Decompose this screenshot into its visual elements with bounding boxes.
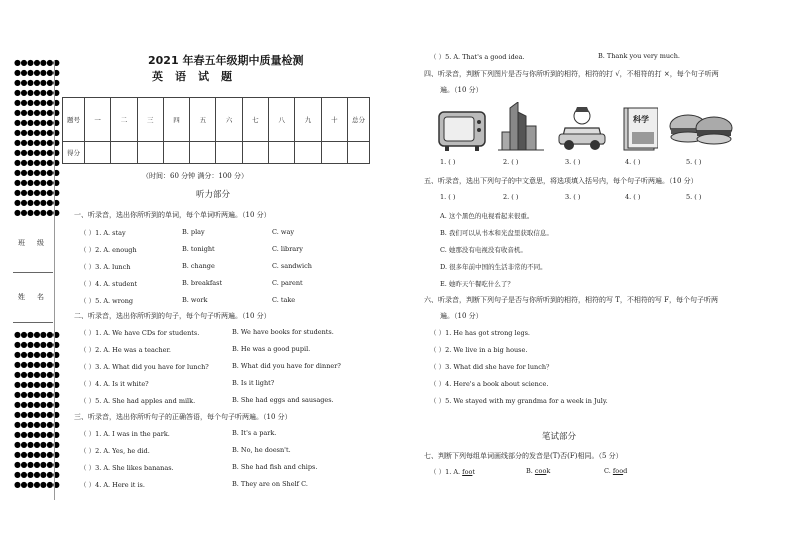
q3-item-1-b: B. It's a park. <box>232 429 277 437</box>
q1-item-2-b: B. tonight <box>182 245 215 253</box>
binding-dot-row: ●●●●●●● <box>14 390 60 399</box>
q6-item-3: （ ）3. What did she have for lunch？ <box>430 363 553 371</box>
binding-dot-row: ●●●●●●● <box>14 208 60 217</box>
buildings-icon <box>498 102 544 152</box>
binding-dot-row: ●●●●●●● <box>14 410 60 419</box>
q1-item-5-a: （ ）5. A. wrong <box>80 297 134 305</box>
q7-item-1-b-rest: k <box>546 467 551 475</box>
binding-dot-row: ●●●●●●● <box>14 470 60 479</box>
page-subtitle: 英语试题 <box>152 70 244 83</box>
name-label: 姓名 <box>18 293 56 301</box>
q7-item-1-c-prefix: C. <box>604 467 613 475</box>
q6-heading: 六、听录音，判断下列句子是否与你所听到的相符，相符的写 T，不相符的写 F，每个句子听两 <box>424 296 718 304</box>
q5-blank-3: 3. ( ) <box>565 193 581 201</box>
q3-item-1-a: （ ）1. A. I was in the park. <box>80 430 170 438</box>
score-table-header-cell: 五 <box>190 98 216 142</box>
binding-dots-bottom <box>14 330 60 490</box>
binding-dot-row: ●●●●●●● <box>14 98 60 107</box>
q1-item-5-c: C. take <box>272 296 296 304</box>
q6-item-1: （ ）1. He has got strong legs. <box>430 329 531 337</box>
score-table-header-cell: 九 <box>295 98 321 142</box>
q7-item-1 <box>430 467 475 476</box>
score-table-header-cell: 七 <box>242 98 268 142</box>
q3-item-4-a: （ ）4. A. Here it is. <box>80 481 145 489</box>
binding-dot-row: ●●●●●●● <box>14 168 60 177</box>
binding-dot-row: ●●●●●●● <box>14 460 60 469</box>
binding-dot-row: ●●●●●●● <box>14 340 60 349</box>
q6-item-5: （ ）5. We stayed with my grandma for a week in July. <box>430 397 608 405</box>
score-table-header-cell: 三 <box>137 98 163 142</box>
q7-item-1-b-prefix: B. <box>526 467 535 475</box>
binding-dot-row: ●●●●●●● <box>14 138 60 147</box>
q3-item-5-b: B. Thank you very much. <box>598 52 680 60</box>
score-table-header-cell: 六 <box>216 98 242 142</box>
binding-dot-row: ●●●●●●● <box>14 480 60 489</box>
binding-dot-row: ●●●●●●● <box>14 350 60 359</box>
binding-dot-row: ●●●●●●● <box>14 380 60 389</box>
binding-dot-row: ●●●●●●● <box>14 128 60 137</box>
binding-line <box>54 60 55 500</box>
q1-item-5-b: B. work <box>182 296 208 304</box>
q6-item-2: （ ）2. We live in a big house. <box>430 346 528 354</box>
binding-dot-row: ●●●●●●● <box>14 58 60 67</box>
q5-blank-2: 2. ( ) <box>503 193 519 201</box>
score-cell <box>269 142 295 164</box>
class-label: 班级 <box>18 239 56 247</box>
binding-dot-row: ●●●●●●● <box>14 440 60 449</box>
binding-dot-row: ●●●●●●● <box>14 78 60 87</box>
score-cell <box>295 142 321 164</box>
score-cell <box>137 142 163 164</box>
score-table <box>62 97 370 164</box>
book-cover-text: 科学 <box>633 114 649 124</box>
q2-item-1-a: （ ）1. A. We have CDs for students. <box>80 329 200 337</box>
q1-heading: 一、听录音，选出你所听到的单词，每个单词听两遍。（10 分） <box>74 211 271 219</box>
q1-item-1-b: B. play <box>182 228 205 236</box>
binding-dot-row: ●●●●●●● <box>14 420 60 429</box>
q2-item-1-b: B. We have books for students. <box>232 328 334 336</box>
binding-dot-row: ●●●●●●● <box>14 450 60 459</box>
binding-dot-row: ●●●●●●● <box>14 400 60 409</box>
listening-title: 听力部分 <box>196 190 231 200</box>
q4-heading: 四、听录音，判断下列图片是否与你所听到的相符，相符的打 √，不相符的打 ×，每个句子听两 <box>424 70 719 78</box>
q5-option-1: A. 这个黑色的电视看起来很重。 <box>440 212 534 220</box>
q4-blank-1: 1. ( ) <box>440 158 456 166</box>
score-table-header-cell: 总分 <box>348 98 370 142</box>
car-driver-icon <box>557 104 607 152</box>
class-line <box>13 272 53 273</box>
binding-dot-row: ●●●●●●● <box>14 188 60 197</box>
score-table-score-row <box>63 142 370 164</box>
hamburger-icon <box>668 106 734 152</box>
q1-item-3-b: B. change <box>182 262 215 270</box>
q2-item-5-b: B. She had eggs and sausages. <box>232 396 334 404</box>
binding-dot-row: ●●●●●●● <box>14 370 60 379</box>
q7-item-1-num: （ ）1. A. <box>430 468 463 476</box>
score-table-header-cell: 题号 <box>63 98 85 142</box>
score-cell <box>190 142 216 164</box>
score-cell <box>111 142 137 164</box>
q1-item-2-c: C. library <box>272 245 303 253</box>
q1-item-4-c: C. parent <box>272 279 303 287</box>
page-title: 2021 年春五年级期中质量检测 <box>148 54 304 67</box>
score-cell <box>242 142 268 164</box>
q2-item-2-a: （ ）2. A. He was a teacher. <box>80 346 171 354</box>
q6-item-4: （ ）4. Here's a book about science. <box>430 380 549 388</box>
binding-dot-row: ●●●●●●● <box>14 88 60 97</box>
q4-blank-5: 5. ( ) <box>686 158 702 166</box>
q1-item-2-a: （ ）2. A. enough <box>80 246 137 254</box>
score-table-header-row <box>63 98 370 142</box>
score-cell <box>321 142 347 164</box>
binding-dot-row: ●●●●●●● <box>14 330 60 339</box>
q3-item-2-a: （ ）2. A. Yes, he did. <box>80 447 150 455</box>
binding-dot-row: ●●●●●●● <box>14 360 60 369</box>
q4-heading-cont: 遍。（10 分） <box>440 86 483 94</box>
q5-blank-1: 1. ( ) <box>440 193 456 201</box>
q2-item-2-b: B. He was a good pupil. <box>232 345 311 353</box>
q1-item-3-a: （ ）3. A. lunch <box>80 263 131 271</box>
q3-item-3-a: （ ）3. A. She likes bananas. <box>80 464 174 472</box>
binding-dot-row: ●●●●●●● <box>14 158 60 167</box>
q7-heading: 七、判断下列每组单词画线部分的发音是(T)否(F)相同。（5 分） <box>424 452 623 460</box>
score-cell <box>216 142 242 164</box>
score-cell <box>348 142 370 164</box>
q5-option-5: E. 她昨天午餐吃什么了？ <box>440 280 514 288</box>
q5-option-2: B. 我们可以从书本和光盘里获取信息。 <box>440 229 553 237</box>
q3-item-2-b: B. No, he doesn't. <box>232 446 291 454</box>
q5-blank-4: 4. ( ) <box>625 193 641 201</box>
q4-blank-2: 2. ( ) <box>503 158 519 166</box>
q7-item-1-a-rest: t <box>472 468 476 476</box>
q3-item-4-b: B. They are on Shelf C. <box>232 480 308 488</box>
q5-option-4: D. 很多年前中国的生活非常的不同。 <box>440 263 547 271</box>
binding-dot-row: ●●●●●●● <box>14 430 60 439</box>
q2-item-3-b: B. What did you have for dinner? <box>232 362 341 370</box>
q2-item-3-a: （ ）3. A. What did you have for lunch? <box>80 363 209 371</box>
q5-blank-5: 5. ( ) <box>686 193 702 201</box>
q1-item-4-a: （ ）4. A. student <box>80 280 138 288</box>
binding-dot-row: ●●●●●●● <box>14 108 60 117</box>
binding-dots-top <box>14 58 60 218</box>
q4-blank-4: 4. ( ) <box>625 158 641 166</box>
binding-dot-row: ●●●●●●● <box>14 118 60 127</box>
binding-dot-row: ●●●●●●● <box>14 198 60 207</box>
science-book-icon <box>622 106 658 152</box>
q7-item-1-c <box>604 467 627 475</box>
q2-item-5-a: （ ）5. A. She had apples and milk. <box>80 397 196 405</box>
q2-item-4-a: （ ）4. A. Is it white? <box>80 380 149 388</box>
q7-item-1-a-underlined: foo <box>462 468 473 476</box>
score-table-header-cell: 二 <box>111 98 137 142</box>
q6-heading-cont: 遍。（10 分） <box>440 312 483 320</box>
score-table-score-label: 得分 <box>63 142 85 164</box>
q5-option-3: C. 她那没有电视没有收音机。 <box>440 246 527 254</box>
q7-item-1-b <box>526 467 550 475</box>
score-table-header-cell: 十 <box>321 98 347 142</box>
name-line <box>13 322 53 323</box>
q5-heading: 五、听录音，选出下列句子的中文意思，将选项填入括号内，每个句子听两遍。（10 分） <box>424 177 698 185</box>
q1-item-1-c: C. way <box>272 228 294 236</box>
writing-title: 笔试部分 <box>542 432 577 442</box>
binding-dot-row: ●●●●●●● <box>14 148 60 157</box>
score-cell <box>163 142 189 164</box>
q3-item-3-b: B. She had fish and chips. <box>232 463 318 471</box>
q3-heading: 三、听录音，选出你所听句子的正确答语，每个句子听两遍。（10 分） <box>74 413 292 421</box>
tv-icon <box>437 108 487 152</box>
binding-dot-row: ●●●●●●● <box>14 68 60 77</box>
q3-item-5-a: （ ）5. A. That's a good idea. <box>430 53 525 61</box>
q1-item-1-a: （ ）1. A. stay <box>80 229 126 237</box>
q1-item-3-c: C. sandwich <box>272 262 312 270</box>
score-cell <box>85 142 111 164</box>
q1-item-4-b: B. breakfast <box>182 279 223 287</box>
q7-item-1-b-underlined: coo <box>534 467 547 475</box>
q7-item-1-c-underlined: foo <box>612 467 624 475</box>
exam-info: （时间：60 分钟 满分：100 分） <box>142 172 248 180</box>
q2-heading: 二、听录音，选出你所听到的句子，每个句子听两遍。（10 分） <box>74 312 271 320</box>
binding-dot-row: ●●●●●●● <box>14 178 60 187</box>
score-table-header-cell: 八 <box>269 98 295 142</box>
score-table-header-cell: 四 <box>163 98 189 142</box>
score-table-header-cell: 一 <box>85 98 111 142</box>
q4-blank-3: 3. ( ) <box>565 158 581 166</box>
q2-item-4-b: B. Is it light? <box>232 379 275 387</box>
q7-item-1-c-rest: d <box>623 467 628 475</box>
